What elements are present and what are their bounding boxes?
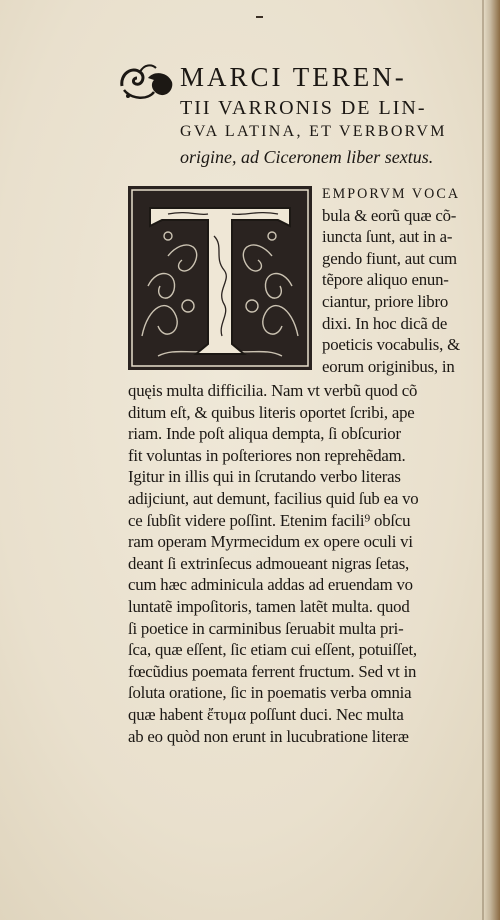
text-line: ſoluta oratione, ſic in poematis verba omnia <box>128 683 412 703</box>
text-line: gendo fiunt, aut cum <box>322 248 457 268</box>
decorated-initial-t-icon <box>128 186 312 370</box>
text-line: dixi. In hoc dicã de <box>322 313 448 333</box>
text-line: ſi poetice in carminibus ſeruabit multa pri- <box>128 618 404 638</box>
text-line: eorum originibus, in <box>322 356 455 376</box>
title-line-3: GVA LATINA, ET VERBORVM <box>180 123 447 140</box>
text-line: fœcũdius poemata ferrent fructum. Sed vt in <box>128 661 417 681</box>
text-line: poeticis vocabulis, & <box>322 335 460 355</box>
text-line: ditum eſt, & quibus literis oportet ſcribi, ape <box>128 402 415 422</box>
text-line: iuncta ſunt, aut in a- <box>322 227 453 247</box>
fleuron-ornament-icon <box>118 56 176 106</box>
text-line: deant ſi extrinſecus admoueant nigras ſetas, <box>128 553 410 573</box>
text-line: ab eo quòd non erunt in lucubratione literæ <box>128 726 409 746</box>
text-line: fit voluntas in poſteriores non reprehẽdam. <box>128 445 406 465</box>
text-line: cum hæc adminicula addas ad eruendam vo <box>128 575 413 595</box>
page-mark <box>256 16 263 18</box>
title-line-2: TII VARRONIS DE LIN- <box>180 97 427 119</box>
title-line-1: MARCI TEREN- <box>180 62 407 92</box>
text-line: luntatẽ impoſitoris, tamen latẽt multa. quod <box>128 597 410 616</box>
text-line: adijciunt, aut demunt, facilius quid ſub ea vo <box>128 489 419 508</box>
text-line: quęis multa difficilia. Nam vt verbũ quod cõ <box>128 381 418 400</box>
text-line: ce ſubſit videre poſſint. Etenim facili⁹ obſcu <box>128 510 411 530</box>
text-line: ram operam Myrmecidum ex opere oculi vi <box>128 532 413 552</box>
text-line: bula & eorũ quæ cõ- <box>322 205 457 225</box>
page-edge <box>484 0 500 920</box>
text-line: tẽpore aliquo enun- <box>322 270 449 290</box>
title-line-4: origine, ad Ciceronem liber sextus. <box>180 147 434 167</box>
text-line: riam. Inde poſt aliqua dempta, ſi obſcurior <box>128 424 401 444</box>
text-line: ciantur, priore libro <box>322 292 449 311</box>
text-line: Igitur in illis qui in ſcrutando verbo literas <box>128 467 401 487</box>
text-line: EMPORVM VOCA <box>322 186 461 202</box>
text-line: ſca, quæ eſſent, ſic etiam cui eſſent, potuiſſet, <box>128 640 417 660</box>
text-line: quæ habent ἔτυμα poſſunt duci. Nec multa <box>128 705 404 724</box>
